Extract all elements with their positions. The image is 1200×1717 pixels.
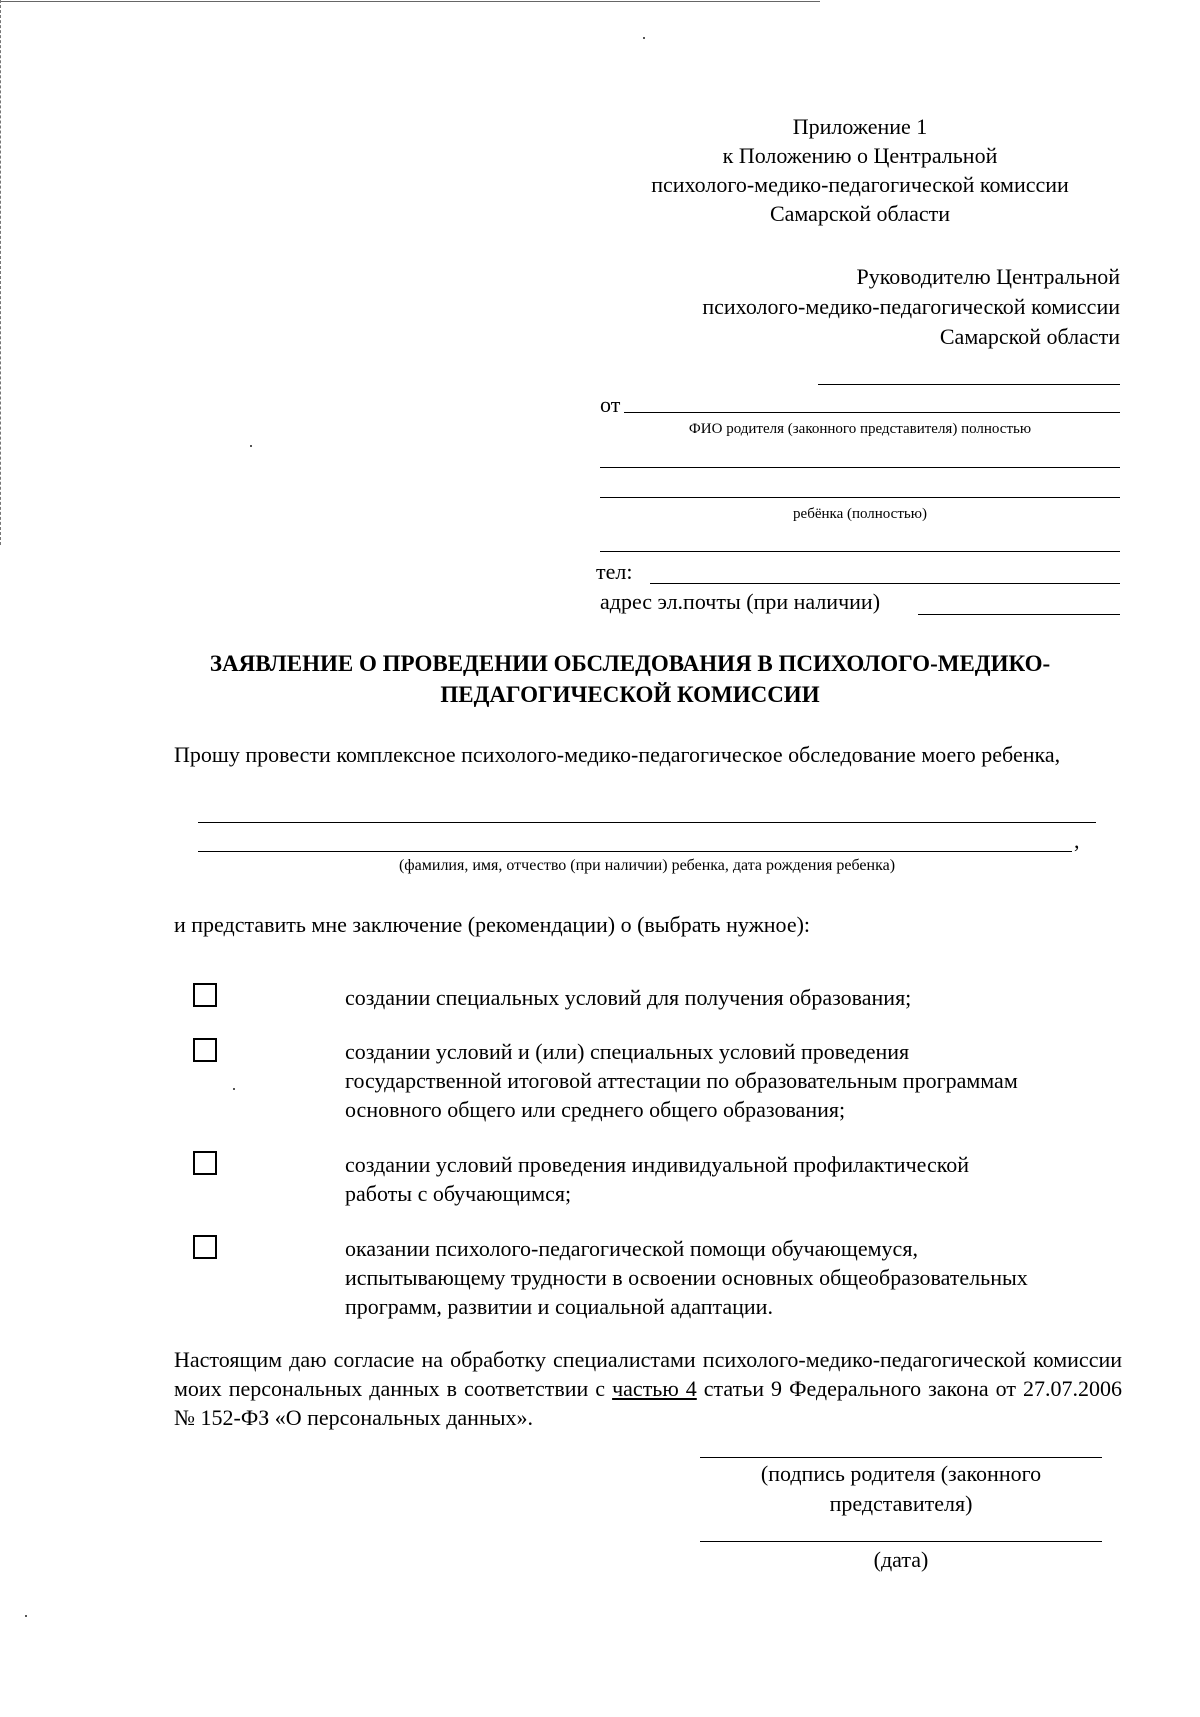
appendix-line-4: Самарской области — [769, 201, 951, 226]
consent-text-start: Настоящим даю согласие на обработку специалистами психолого-медико-педагогической комиссии моих персональных данных в соответствии с — [174, 1347, 1122, 1401]
option-2-line-3: основного общего или среднего общего образования; — [345, 1097, 846, 1122]
scan-edge-left — [0, 0, 1, 545]
parent-name-caption: ФИО родителя (законного представителя) полностью — [688, 421, 1032, 437]
option-3-line-1: создании условий проведения индивидуальной профилактической — [345, 1152, 970, 1177]
phone-line[interactable] — [650, 583, 1120, 584]
scan-edge-top — [0, 1, 820, 2]
option-3-line-2: работы с обучающимся; — [345, 1181, 572, 1206]
option-checkbox-4[interactable] — [193, 1235, 217, 1259]
request-paragraph: Прошу провести комплексное психолого-медико-педагогическое обследование моего ребенка, — [174, 742, 1061, 767]
consent-paragraph — [174, 1345, 1122, 1432]
scan-speck — [25, 1615, 27, 1617]
child-name-line[interactable] — [600, 551, 1120, 552]
scan-speck — [233, 1088, 235, 1090]
option-checkbox-2[interactable] — [193, 1038, 217, 1062]
addressee-line-1: Руководителю Центральной — [856, 264, 1120, 289]
option-text-4 — [345, 1234, 1115, 1321]
option-4-line-3: программ, развитии и социальной адаптации. — [345, 1294, 773, 1319]
child-info-line-1[interactable] — [198, 822, 1096, 823]
document-title — [160, 648, 1100, 710]
appendix-line-1: Приложение 1 — [792, 114, 928, 139]
parent-name-line[interactable] — [624, 412, 1120, 413]
addressee-blank-line[interactable] — [818, 384, 1120, 385]
scan-speck — [250, 445, 252, 447]
consent-text-end: статьи 9 Федерального закона от 27.07.2006 № 152-ФЗ «О персональных данных». — [174, 1376, 1123, 1430]
option-1-line-1: создании специальных условий для получения образования; — [345, 985, 912, 1010]
addressee-block — [600, 262, 1120, 352]
option-2-line-1: создании условий и (или) специальных условий проведения — [345, 1039, 910, 1064]
option-4-line-1: оказании психолого-педагогической помощи обучающемуся, — [345, 1236, 918, 1261]
parent-extra-line-2[interactable] — [600, 497, 1120, 498]
child-info-line-2[interactable] — [198, 851, 1072, 852]
option-text-1 — [345, 983, 1115, 1012]
option-checkbox-3[interactable] — [193, 1151, 217, 1175]
appendix-line-2: к Положению о Центральной — [722, 143, 998, 168]
conclusion-text: и представить мне заключение (рекомендации) о (выбрать нужное): — [174, 912, 811, 937]
option-2-line-2: государственной итоговой аттестации по образовательным программам — [345, 1068, 1018, 1093]
option-text-3 — [345, 1150, 1115, 1208]
addressee-line-3: Самарской области — [939, 324, 1120, 349]
law-article-link[interactable]: частью 4 — [612, 1376, 697, 1401]
child-caption: ребёнка (полностью) — [793, 506, 927, 522]
option-checkbox-1[interactable] — [193, 983, 217, 1007]
title-line-1: ЗАЯВЛЕНИЕ О ПРОВЕДЕНИИ ОБСЛЕДОВАНИЯ В ПСИХОЛОГО-МЕДИКО- — [209, 651, 1051, 676]
scan-speck — [643, 37, 645, 39]
from-label: от — [600, 392, 621, 417]
phone-label: тел: — [596, 559, 633, 584]
child-info-caption: (фамилия, имя, отчество (при наличии) ребенка, дата рождения ребенка) — [398, 857, 896, 874]
appendix-block — [610, 112, 1110, 228]
email-label: адрес эл.почты (при наличии) — [600, 589, 881, 614]
title-line-2: ПЕДАГОГИЧЕСКОЙ КОМИССИИ — [440, 682, 820, 707]
signature-caption-line-2: представителя) — [829, 1491, 973, 1516]
signature-line[interactable] — [700, 1457, 1102, 1458]
appendix-line-3: психолого-медико-педагогической комиссии — [651, 172, 1069, 197]
option-text-2 — [345, 1037, 1115, 1124]
parent-extra-line-1[interactable] — [600, 467, 1120, 468]
child-info-comma: , — [1074, 828, 1080, 853]
signature-caption-line-1: (подпись родителя (законного — [760, 1461, 1042, 1486]
email-line[interactable] — [918, 614, 1120, 615]
date-caption: (дата) — [873, 1547, 929, 1572]
signature-caption — [700, 1459, 1102, 1519]
addressee-line-2: психолого-медико-педагогической комиссии — [702, 294, 1120, 319]
date-line[interactable] — [700, 1541, 1102, 1542]
option-4-line-2: испытывающему трудности в освоении основных общеобразовательных — [345, 1265, 1028, 1290]
